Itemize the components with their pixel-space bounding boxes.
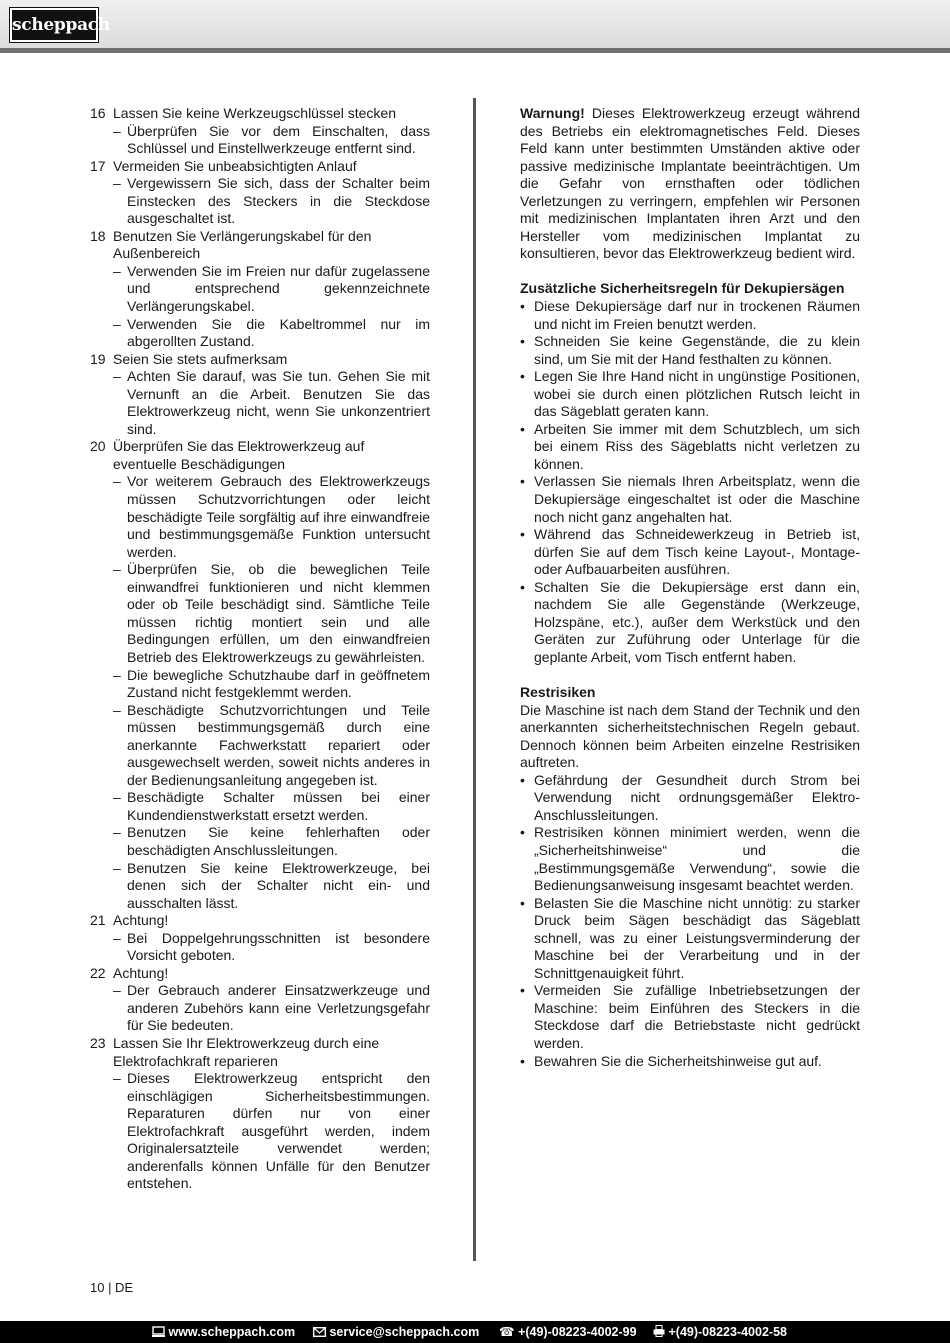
section-heading-restrisiken: Restrisiken xyxy=(520,684,596,701)
item-title: Achtung! xyxy=(113,912,169,929)
bullet-item: • Diese Dekupiersäge darf nur in trockenen Räumen und nicht im Freien benutzt werden. xyxy=(520,298,860,332)
sub-item: – Verwenden Sie die Kabeltrommel nur im abgerollten Zustand. xyxy=(113,315,430,350)
list-item-17 xyxy=(90,158,430,176)
bullet-item: • Schalten Sie die Dekupiersäge erst dann ein, nachdem Sie alle Gegenstände (Werkzeuge, Holzspäne, etc.), außer dem Werkstück und den Geräten zur Zuführung oder Unterlage für die geplante Arbeit, vom Tisch entfernt haben. xyxy=(520,578,860,665)
bullet-item: • Gefährdung der Gesundheit durch Strom bei Verwendung nicht ordnungsgemäßer Elektro-Anschlussleitungen. xyxy=(520,771,860,823)
item-number: 22 xyxy=(90,964,106,981)
item-title: Benutzen Sie Verlängerungskabel für den Außenbereich xyxy=(113,227,372,262)
sub-item: – Vor weiterem Gebrauch des Elektrowerkzeugs müssen Schutzvorrichtungen oder leicht beschädigte Teile sorgfältig auf ihre einwandfreie und bestimmungsgemäße Funktion untersucht werden. xyxy=(113,473,430,560)
header-divider xyxy=(0,48,950,53)
footer-website[interactable]: www.scheppach.com xyxy=(152,1321,295,1343)
item-number: 19 xyxy=(90,350,106,367)
item-number: 17 xyxy=(90,157,106,174)
bullet-item: • Belasten Sie die Maschine nicht unnötig: zu starker Druck beim Sägen beschädigt das Sägeblatt schnell, was zu einer Leistungsverminderung der Maschine bei der Verarbeitung und in der Schnittgenauigkeit führt. xyxy=(520,894,860,981)
sub-item: – Dieses Elektrowerkzeug entspricht den einschlägigen Sicherheitsbestimmungen. Reparaturen dürfen nur von einer Elektrofachkraft ausgeführt werden, indem Originalersatzteile verwendet werden; anderenfalls können Unfälle für den Benutzer entstehen. xyxy=(113,1070,430,1192)
item-title: Achtung! xyxy=(113,964,169,981)
bullet-item: • Verlassen Sie niemals Ihren Arbeitsplatz, wenn die Dekupiersäge eingeschaltet ist oder die Maschine noch nicht ganz angehalten hat. xyxy=(520,473,860,525)
warning-paragraph xyxy=(520,105,860,263)
bullet-item: • Legen Sie Ihre Hand nicht in ungünstige Positionen, wobei sie durch einen plötzlichen Rutsch leicht in das Sägeblatt geraten kann. xyxy=(520,368,860,420)
list-item-18 xyxy=(90,228,430,263)
item-number: 20 xyxy=(90,438,106,455)
footer-bar xyxy=(0,1321,950,1343)
bullet-item: • Während das Schneidewerkzeug in Betrieb ist, dürfen Sie auf dem Tisch keine Layout-, Montage- oder Aufbauarbeiten ausführen. xyxy=(520,526,860,578)
bullet-item: • Bewahren Sie die Sicherheitshinweise gut auf. xyxy=(520,1052,822,1069)
column-divider xyxy=(473,98,476,1261)
list-item-22 xyxy=(90,965,430,983)
list-item-23 xyxy=(90,1035,430,1070)
item-title: Lassen Sie Ihr Elektrowerkzeug durch eine Elektrofachkraft reparieren xyxy=(113,1034,380,1069)
warning-text: Dieses Elektrowerkzeug erzeugt während des Betriebs ein elektromagnetisches Feld. Dieses Feld kann unter bestimmten Umständen aktive oder passive medizinische Implantate beeinträchtigen. Um die Gefahr von ernsthaften oder tödlichen Verletzungen zu verringern, empfehlen wir Personen mit medizinischen Implantaten ihren Arzt und den Hersteller vom medizinischen Implantat zu konsultieren, bevor das Elektrowerkzeug bedient wird. xyxy=(520,105,860,262)
footer-email[interactable]: service@scheppach.com xyxy=(313,1321,479,1343)
bullet-item: • Vermeiden Sie zufällige Inbetriebsetzungen der Maschine: beim Einführen des Steckers in die Steckdose darf die Betriebstaste nicht gedrückt werden. xyxy=(520,982,860,1051)
sub-item: – Benutzen Sie keine Elektrowerkzeuge, bei denen sich der Schalter nicht ein- und ausschalten lässt. xyxy=(113,859,430,911)
section-heading-dekupiersaegen: Zusätzliche Sicherheitsregeln für Dekupiersägen xyxy=(520,280,845,297)
sub-item: – Achten Sie darauf, was Sie tun. Gehen Sie mit Vernunft an die Arbeit. Benutzen Sie das Elektrowerkzeug nicht, wenn Sie unkonzentriert sind. xyxy=(113,368,430,437)
list-item-20 xyxy=(90,438,430,473)
warning-label: Warnung! xyxy=(520,105,585,121)
sub-item: – Beschädigte Schutzvorrichtungen und Teile müssen bestimmungsgemäß durch eine anerkannte Fachwerkstatt repariert oder ausgewechselt werden, soweit nichts anderes in der Bedienungsanleitung angegeben ist. xyxy=(113,701,430,788)
sub-item: – Überprüfen Sie vor dem Einschalten, dass Schlüssel und Einstellwerkzeuge entfernt sind. xyxy=(113,122,430,157)
sub-item: – Beschädigte Schalter müssen bei einer Kundendienstwerkstatt ersetzt werden. xyxy=(113,789,430,823)
list-item-19 xyxy=(90,351,430,369)
item-title: Seien Sie stets aufmerksam xyxy=(113,350,288,367)
list-item-21 xyxy=(90,912,430,930)
item-number: 21 xyxy=(90,912,106,929)
sub-item: – Der Gebrauch anderer Einsatzwerkzeuge und anderen Zubehörs kann eine Verletzungsgefahr für Sie bedeuten. xyxy=(113,982,430,1034)
item-number: 18 xyxy=(90,227,106,244)
item-title: Überprüfen Sie das Elektrowerkzeug auf eventuelle Beschädigungen xyxy=(113,438,365,472)
page-number: 10 | DE xyxy=(90,1280,134,1295)
restrisiken-intro: Die Maschine ist nach dem Stand der Technik und den anerkannten sicherheitstechnischen Regeln gebaut. Dennoch können beim Arbeiten einzelne Restrisiken auftreten. xyxy=(520,701,860,771)
item-title: Vermeiden Sie unbeabsichtigten Anlauf xyxy=(113,157,357,174)
mail-icon xyxy=(313,1327,326,1337)
header-bar xyxy=(0,0,950,48)
footer-fax: +(49)-08223-4002-58 xyxy=(653,1321,787,1343)
sub-item: – Benutzen Sie keine fehlerhaften oder beschädigten Anschlussleitungen. xyxy=(113,824,430,858)
sub-item: – Die bewegliche Schutzhaube darf in geöffnetem Zustand nicht festgeklemmt werden. xyxy=(113,666,430,701)
bullet-item: • Arbeiten Sie immer mit dem Schutzblech, um sich bei einem Riss des Sägeblatts nicht verletzen zu können. xyxy=(520,420,860,472)
sub-item: – Überprüfen Sie, ob die beweglichen Teile einwandfrei funktionieren und nicht klemmen oder ob Teile beschädigt sind. Sämtliche Teile müssen richtig montiert sein und alle Bedingungen erfüllen, um den einwandfreien Betrieb des Elektrowerkzeugs zu gewährleisten. xyxy=(113,561,430,665)
phone-icon: ☎ xyxy=(499,1325,515,1339)
item-number: 16 xyxy=(90,105,106,121)
fax-icon xyxy=(653,1325,665,1337)
computer-icon xyxy=(152,1326,165,1337)
item-number: 23 xyxy=(90,1034,106,1051)
left-column xyxy=(90,105,430,1193)
bullet-item: • Schneiden Sie keine Gegenstände, die zu klein sind, um Sie mit der Hand festhalten zu können. xyxy=(520,333,860,367)
bullet-item: • Restrisiken können minimiert werden, wenn die „Sicherheitshinweise“ und die „Bestimmungsgemäße Verwendung“, sowie die Bedienungsanweisung insgesamt beachtet werden. xyxy=(520,824,860,894)
sub-item: – Verwenden Sie im Freien nur dafür zugelassene und entsprechend gekennzeichnete Verlängerungskabel. xyxy=(113,262,430,315)
footer-phone: ☎ +(49)-08223-4002-99 xyxy=(499,1325,637,1339)
sub-item: – Vergewissern Sie sich, dass der Schalter beim Einstecken des Steckers in die Steckdose ausgeschaltet ist. xyxy=(113,175,430,227)
scheppach-logo: scheppach xyxy=(10,8,98,42)
right-column xyxy=(520,105,860,1070)
item-title: Lassen Sie keine Werkzeugschlüssel stecken xyxy=(113,105,397,121)
sub-item: – Bei Doppelgehrungsschnitten ist besondere Vorsicht geboten. xyxy=(113,929,430,964)
list-item-16 xyxy=(90,105,430,123)
